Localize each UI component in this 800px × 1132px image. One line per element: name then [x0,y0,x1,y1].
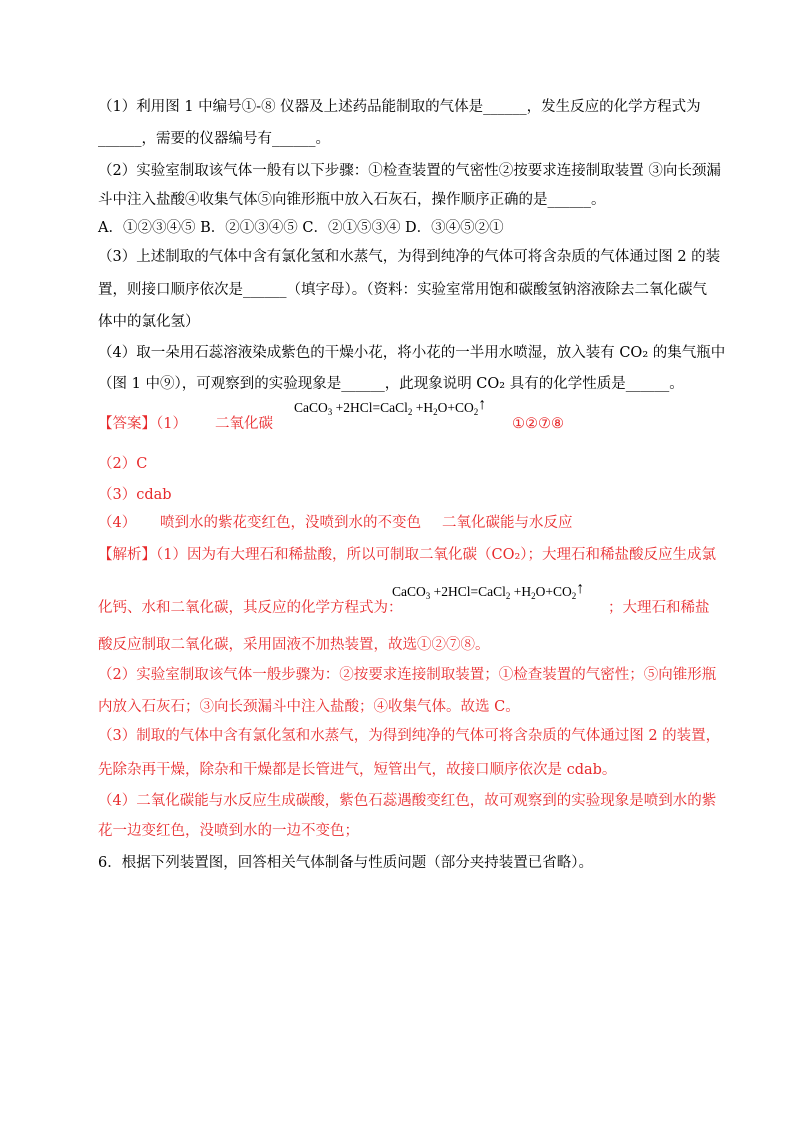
answer-2: （2）C [98,456,148,472]
analysis-p2-line2: 内放入石灰石；③向长颈漏斗中注入盐酸；④收集气体。故选 C。 [98,699,520,715]
q2-options: A．①②③④⑤ B．②①③④⑤ C．②①⑤③④ D．③④⑤②① [98,220,504,236]
analysis-p1-line1: （1）因为有大理石和稀盐酸，所以可制取二氧化碳（CO₂）；大理石和稀盐酸反应生成氯 [156,547,717,563]
answer-4-num: （4） [98,515,137,531]
analysis-p4-line1: （4）二氧化碳能与水反应生成碳酸，紫色石蕊遇酸变红色，故可观察到的实验现象是喷到水的紫 [98,793,717,809]
analysis-p2-line1: （2）实验室制取该气体一般步骤为：②按要求连接制取装置；①检查装置的气密性；⑤向锥形瓶 [98,667,717,683]
q3-line2: 置，则接口顺序依次是______（填字母）。（资料：实验室常用饱和碳酸氢钠溶液除去二氧化碳气 [98,282,707,298]
answer-3: （3）cdab [98,487,172,503]
answer-1-num: （1） [156,416,187,432]
q1-line1: （1）利用图 1 中编号①-⑧ 仪器及上述药品能制取的气体是______，发生反应的化学方程式为 [98,99,701,115]
answer-4-phenomenon: 喷到水的紫花变红色，没喷到水的不变色 [160,515,421,531]
analysis-p4-line2: 花一边变红色，没喷到水的一边不变色； [98,823,359,839]
q3-line3: 体中的氯化氢） [98,314,200,330]
analysis-p1-line3: 酸反应制取二氧化碳，采用固液不加热装置，故选①②⑦⑧。 [98,637,490,653]
q3-line1: （3）上述制取的气体中含有氯化氢和水蒸气，为得到纯净的气体可将含杂质的气体通过图 2 的装 [98,249,721,265]
analysis-label: 【解析】 [98,547,156,563]
answer-1-instruments: ①②⑦⑧ [512,416,564,432]
analysis-p1-line2b: ；大理石和稀盐 [608,600,710,616]
analysis-p3-line1: （3）制取的气体中含有氯化氢和水蒸气，为得到纯净的气体可将含杂质的气体通过图 2 的装置， [98,728,721,744]
q2-line2: 斗中注入盐酸④收集气体⑤向锥形瓶中放入石灰石，操作顺序正确的是______。 [98,192,606,208]
analysis-p3-line2: 先除杂再干燥，除杂和干燥都是长管进气，短管出气，故接口顺序依次是 cdab。 [98,762,617,778]
q4-line2: （图 1 中⑨），可观察到的实验现象是______，此现象说明 CO₂ 具有的化学性质是______。 [98,376,684,392]
q2-line1: （2）实验室制取该气体一般有以下步骤：①检查装置的气密性②按要求连接制取装置 ③向长颈漏 [98,163,721,179]
analysis-p1-line2a: 化钙、水和二氧化碳，其反应的化学方程式为： [98,600,403,616]
answer-1-gas: 二氧化碳 [215,416,273,432]
q4-line1: （4）取一朵用石蕊溶液染成紫色的干燥小花，将小花的一半用水喷湿，放入装有 CO₂ 的集气瓶中 [98,345,726,361]
analysis-equation: CaCO$_3$ +2HCl=CaCl$_2$ $+H_2O+CO_2↑$ [392,580,585,601]
answer-1-equation: CaCO$_3$ +2HCl=CaCl$_2$ $+H_2O+CO_2↑$ [294,396,487,417]
answer-4-property: 二氧化碳能与水反应 [442,515,573,531]
q1-line2: ______，需要的仪器编号有______。 [98,131,330,147]
answer-label: 【答案】 [98,416,156,432]
question-6: 6．根据下列装置图，回答相关气体制备与性质问题（部分夹持装置已省略）。 [98,855,593,871]
